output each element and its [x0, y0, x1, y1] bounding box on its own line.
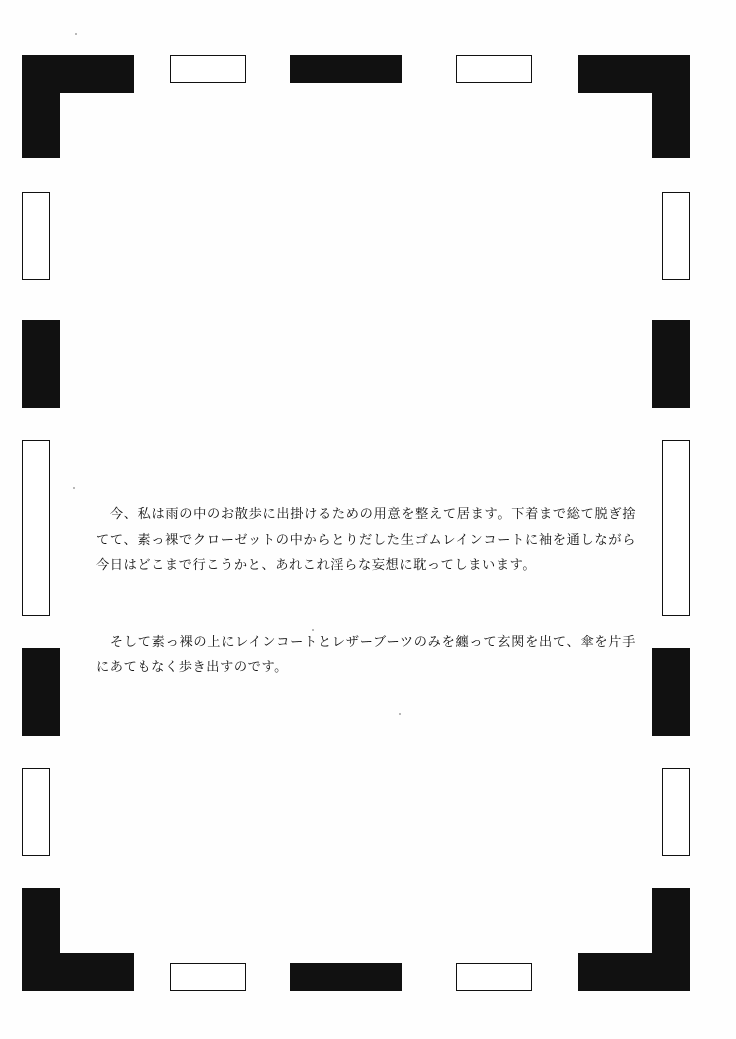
- left-bar-4: [22, 648, 60, 736]
- bottom-bar-2: [170, 963, 246, 991]
- corner-top-right-vertical: [652, 55, 690, 158]
- left-bar-1: [22, 192, 50, 280]
- left-bar-3: [22, 440, 50, 616]
- right-bar-3: [662, 440, 690, 616]
- left-bar-2: [22, 320, 60, 408]
- top-bar-4: [456, 55, 532, 83]
- top-bar-3: [290, 55, 402, 83]
- corner-bottom-right-horizontal: [578, 953, 690, 991]
- scan-speck: [399, 713, 401, 715]
- scan-speck: [73, 487, 75, 489]
- corner-top-left-vertical: [22, 55, 60, 158]
- scan-speck: [312, 629, 314, 631]
- right-bar-5: [662, 768, 690, 856]
- top-bar-2: [170, 55, 246, 83]
- right-bar-2: [652, 320, 690, 408]
- bottom-bar-4: [456, 963, 532, 991]
- scan-speck: [75, 33, 77, 35]
- left-bar-5: [22, 768, 50, 856]
- right-bar-4: [652, 648, 690, 736]
- right-bar-1: [662, 192, 690, 280]
- corner-bottom-left-horizontal: [22, 953, 134, 991]
- bottom-bar-3: [290, 963, 402, 991]
- paragraph-2: そして素っ裸の上にレインコートとレザーブーツのみを纏って玄関を出て、傘を片手にあてもなく歩き出すのです。: [96, 633, 636, 674]
- paragraph-1: 今、私は雨の中のお散歩に出掛けるための用意を整えて居ます。下着まで総て脱ぎ捨てて、素っ裸でクローゼットの中からとりだした生ゴムレインコートに袖を通しながら今日はどこまで行こうかと、あれこれ淫らな妄想に耽ってしまいます。: [96, 506, 636, 572]
- body-text: [96, 450, 636, 731]
